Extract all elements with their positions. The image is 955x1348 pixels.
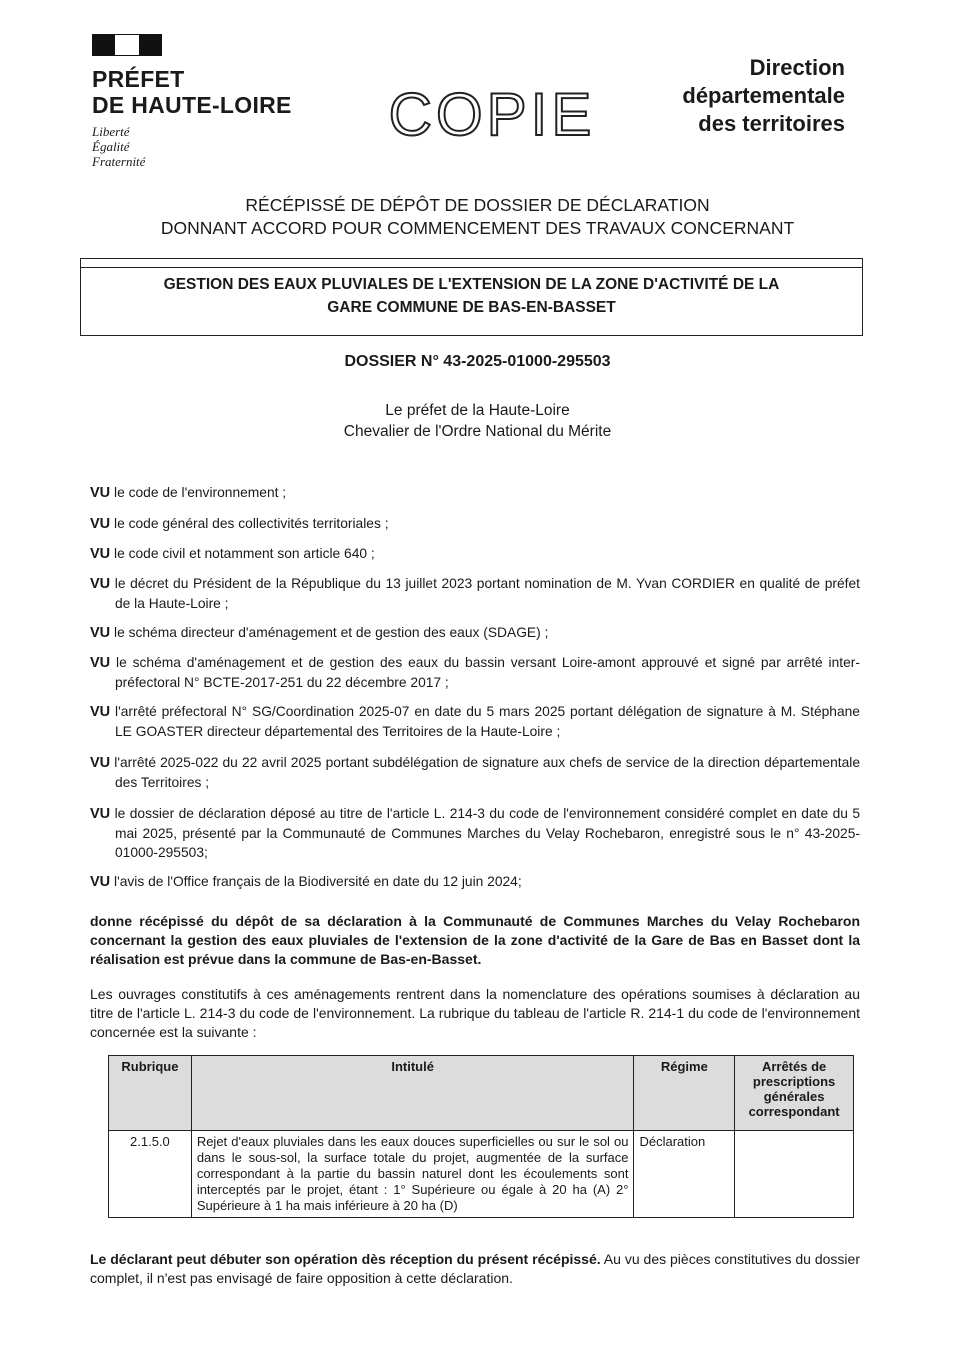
vu-item: VU le code de l'environnement ; <box>90 485 287 501</box>
header-intitule: Intitulé <box>191 1056 634 1131</box>
cell-rubrique: 2.1.5.0 <box>109 1131 192 1218</box>
cell-regime: Déclaration <box>634 1131 735 1218</box>
receipt-title <box>80 194 875 240</box>
vu-item: VU le schéma directeur d'aménagement et de gestion des eaux (SDAGE) ; <box>90 625 549 641</box>
direction-heading <box>615 54 845 138</box>
prefet-intro <box>80 400 875 442</box>
decision-paragraph: donne récépissé du dépôt de sa déclaration à la Communauté de Communes Marches du Velay Rochebaron concernant la gestion des eaux pluviales de l'extension de la zone d'activité de la Gare de Bas en Basset dont la réalisation est prévue dans la commune de Bas-en-Basset. <box>90 913 860 967</box>
receipt-title-line-1: RÉCÉPISSÉ DE DÉPÔT DE DOSSIER DE DÉCLARATION <box>245 195 710 215</box>
subject-text <box>87 273 856 319</box>
subject-line-2: GARE COMMUNE DE BAS-EN-BASSET <box>327 299 616 316</box>
header-regime: Régime <box>634 1056 735 1131</box>
header-arretes: Arrêtés de prescriptions générales correspondant <box>735 1056 854 1131</box>
final-bold-text: Le déclarant peut débuter son opération dès réception du présent récépissé. <box>90 1251 601 1267</box>
direction-line-2: départementale <box>682 83 845 108</box>
vu-item: VU l'avis de l'Office français de la Biodiversité en date du 12 juin 2024; <box>90 874 522 890</box>
rubrique-table <box>108 1055 854 1218</box>
prefet-line-2: DE HAUTE-LOIRE <box>92 92 292 118</box>
subject-line-1: GESTION DES EAUX PLUVIALES DE L'EXTENSION DE LA ZONE D'ACTIVITÉ DE LA <box>163 276 780 293</box>
header-rubrique: Rubrique <box>109 1056 192 1131</box>
vu-item: VU l'arrêté préfectoral N° SG/Coordination 2025-07 en date du 5 mars 2025 portant délégation de signature à M. Stéphane LE GOASTER directeur départemental des Territoires de la Haute-Loire ; <box>90 704 860 739</box>
vu-item: VU le code civil et notamment son article 640 ; <box>90 546 375 562</box>
prefecture-logo <box>92 34 322 169</box>
direction-line-1: Direction <box>749 55 845 80</box>
table-row <box>109 1131 854 1218</box>
final-paragraph <box>90 1250 860 1288</box>
vu-item: VU le code général des collectivités territoriales ; <box>90 516 389 532</box>
subject-box <box>80 258 863 336</box>
direction-line-3: des territoires <box>698 111 845 136</box>
vu-item: VU le décret du Président de la République du 13 juillet 2023 portant nomination de M. Yvan CORDIER en qualité de préfet de la Haute-Loire ; <box>90 576 860 611</box>
table-header-row <box>109 1056 854 1131</box>
ouvrages-paragraph: Les ouvrages constitutifs à ces aménagements rentrent dans la nomenclature des opérations soumises à déclaration au titre de l'article L. 214-3 du code de l'environnement. La rubrique du tableau de l'article R. 214-1 du code de l'environnement concernée est la suivante : <box>90 986 860 1040</box>
prefet-line-1: PRÉFET <box>92 66 185 92</box>
vu-item: VU l'arrêté 2025-022 du 22 avril 2025 portant subdélégation de signature aux chefs de service de la direction départementale des Territoires ; <box>90 755 860 790</box>
vu-item: VU le dossier de déclaration déposé au titre de l'article L. 214-3 du code de l'environnement considéré complet en date du 5 mai 2025, présenté par la Communauté de Communes Marches du Velay Rochebaron, enregistré sous le n° 43-2025-01000-295503; <box>90 806 860 860</box>
final-rest-text: Au vu des pièces constitutives du dossier complet, il n'est pas envisagé de faire opposition à cette déclaration. <box>90 1251 860 1286</box>
dossier-number: DOSSIER N° 43-2025-01000-295503 <box>344 353 611 370</box>
motto-fraternite: Fraternité <box>92 154 146 169</box>
prefet-intro-line-1: Le préfet de la Haute-Loire <box>385 402 570 419</box>
motto-egalite: Égalité <box>92 139 130 154</box>
marianne-flag-icon <box>92 34 162 56</box>
receipt-title-line-2: DONNANT ACCORD POUR COMMENCEMENT DES TRAVAUX CONCERNANT <box>160 218 795 238</box>
vu-item: VU le schéma d'aménagement et de gestion des eaux du bassin versant Loire-amont approuvé et signé par arrêté inter-préfectoral N° BCTE-2017-251 du 22 décembre 2017 ; <box>90 655 860 690</box>
motto-liberte: Liberté <box>92 124 130 139</box>
prefet-intro-line-2: Chevalier de l'Ordre National du Mérite <box>343 423 612 440</box>
copie-stamp: COPIE <box>388 81 596 148</box>
cell-intitule: Rejet d'eaux pluviales dans les eaux douces superficielles ou sur le sol ou dans le sous-sol, la surface totale du projet, augmentée de la surface correspondant à la partie du bassin naturel dont les écoulements sont interceptés par le projet, étant : 1° Supérieure ou égale à 20 ha (A) 2° Supérieure à 1 ha mais inférieure à 20 ha (D) <box>191 1131 634 1218</box>
cell-arretes <box>735 1131 854 1218</box>
vu-list <box>90 483 860 892</box>
